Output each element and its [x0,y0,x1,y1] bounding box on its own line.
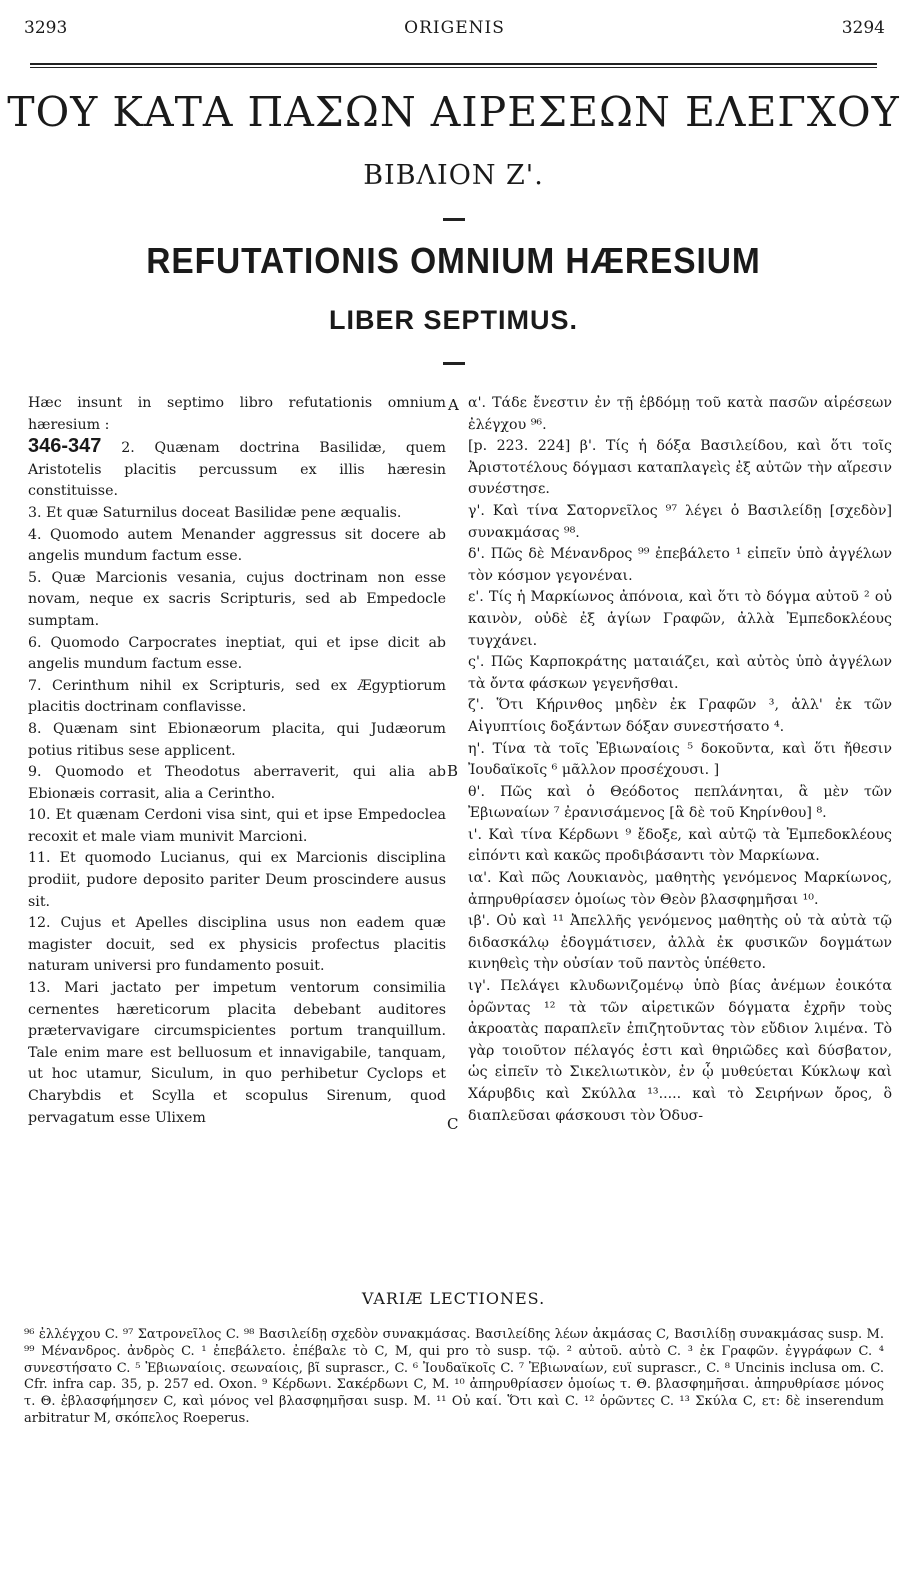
latin-paragraph: 4. Quomodo autem Menander aggressus sit docere ab angelis mundum factum esse. [28,526,446,565]
greek-paragraph: ε'. Τίς ἡ Μαρκίωνος ἀπόνοια, καὶ ὅτι τὸ δόγμα αὐτοῦ ² οὐ καινὸν, οὐδὲ ἐξ ἁγίων Γραφῶν, ἀλλὰ Ἐμπεδοκλέους τυγχάνει. [468,589,892,649]
latin-paragraph: 12. Cujus et Apelles disciplina usus non eadem quæ magister docuit, sed ex physicis profectus placitis naturam universi pro fundamento posuit. [28,915,446,975]
latin-paragraph: 11. Et quomodo Lucianus, qui ex Marcionis disciplina prodiit, pudore deposito pariter Deum proscindere ausus sit. [28,850,446,910]
greek-subtitle: ΒΙΒΛΙΟΝ Ζ'. [363,160,544,191]
latin-column [28,393,446,1129]
greek-paragraph: ια'. Καὶ πῶς Λουκιανὸς, μαθητὴς γενόμενος Μαρκίωνος, ἀπηρυθρίασεν ὁμοίως τὸν Θεὸν βλασφημῆσαι ¹⁰. [468,870,892,908]
page-number-right: 3294 [841,18,885,38]
latin-paragraph-text: 2. Quænam doctrina Basilidæ, quem Aristotelis placitis percussum ex illis hæresin constituisse. [28,440,446,500]
latin-paragraph: 5. Quæ Marcionis vesania, cujus doctrinam non esse novam, neque ex sacris Scripturis, sed ab Empedocle sumptam. [28,569,446,629]
latin-paragraph: 9. Quomodo et Theodotus aberraverit, qui alia ab Ebionæis corrasit, alia a Cerintho. [28,764,446,802]
latin-paragraph: 3. Et quæ Saturnilus doceat Basilidæ pene æqualis. [28,504,402,521]
greek-title: ΤΟΥ ΚΑΤΑ ΠΑΣΩΝ ΑΙΡΕΣΕΩΝ ΕΛΕΓΧΟΥ [7,88,900,136]
greek-paragraph: δ'. Πῶς δὲ Μένανδρος ⁹⁹ ἐπεβάλετο ¹ εἰπεῖν ὑπὸ ἀγγέλων τὸν κόσμον γεγονέναι. [468,546,892,584]
latin-paragraph: 7. Cerinthum nihil ex Scripturis, sed ex Ægyptiorum placitis doctrinam conflavisse. [28,677,446,716]
footnotes-text: ⁹⁶ ἐλλέγχου C. ⁹⁷ Σατρονεῖλος C. ⁹⁸ Βασιλείδῃ σχεδὸν συνακμάσας. Βασιλείδης λέων ἀκμάσας C, Βασιλίδῃ συνακμάσας susp. M. ⁹⁹ Μένανδρος. ἀνδρὸς C. ¹ ἐπεβάλετο. ἐπέβαλε τὸ C, M, qui pro τὸ susp. τῷ. ² αὐτοῦ. αὐτὸ C. ³ ἐκ Γραφῶν. ἐγγράφων C. ⁴ συνεστήσατο C. ⁵ Ἐβιωναίοις. σεωναίοις, βι̃ suprascr., C. ⁶ Ἰουδαϊκοῖς C. ⁷ Ἐβιωναίων, ευϊ suprascr., C. ⁸ Uncinis inclusa om. C. Cfr. infra cap. 35, p. 257 ed. Oxon. ⁹ Κέρδωνι. Σακέρδωνι C, M. ¹⁰ ἀπηρυθρίασεν ὁμοίως τ. Θ. βλασφημῆσαι. ἀπηρυθρίασε μόνος τ. Θ. ἐβλασφήμησεν C, καὶ μόνος vel βλασφημῆσαι susp. M. ¹¹ Οὐ καί. Ὅτι καὶ C. ¹² ὁρῶντες C. ¹³ Σκύλα C, ετ: δὲ inserendum arbitratur M, σκόπελος Roeperus. [24,1327,884,1426]
margin-marker-b: B [447,762,459,780]
latin-paragraph: 10. Et quænam Cerdoni visa sint, qui et ipse Empedoclea recoxit et male viam munivit Marcioni. [28,807,446,845]
margin-marker-a: A [448,396,459,414]
latin-paragraph: 8. Quænam sint Ebionæorum placita, qui Judæorum potius ritibus sese applicent. [28,720,446,759]
header-rule [30,63,877,65]
greek-paragraph: θ'. Πῶς καὶ ὁ Θεόδοτος πεπλάνηται, ἃ μὲν τῶν Ἐβιωναίων ⁷ ἐρανισάμενος [ἃ δὲ τοῦ Κηρίνθου] ⁸. [468,783,892,822]
page-number-left: 3293 [24,18,68,38]
running-title: ORIGENIS [404,18,505,38]
notes-heading: VARIÆ LECTIONES. [361,1289,546,1308]
greek-paragraph: ιβ'. Οὐ καὶ ¹¹ Ἀπελλῆς γενόμενος μαθητὴς οὐ τὰ αὐτὰ τῷ διδασκάλῳ ἐδογμάτισεν, ἀλλὰ ἐκ φυσικῶν δογμάτων κινηθεὶς τὴν οὐσίαν τοῦ παντὸς ὑπέθετο. [468,913,892,973]
latin-subtitle: LIBER SEPTIMUS. [328,305,579,335]
footnotes [24,1327,884,1428]
column-number: 346-347 [28,435,102,458]
header-rule-thin [30,67,877,68]
title-dash [443,218,465,221]
greek-paragraph: α'. Τάδε ἔνεστιν ἐν τῇ ἑβδόμῃ τοῦ κατὰ πασῶν αἱρέσεων ἐλέγχου ⁹⁶. [468,395,892,433]
greek-paragraph: ι'. Καὶ τίνα Κέρδωνι ⁹ ἔδοξε, καὶ αὐτῷ τὰ Ἐμπεδοκλέους εἰπόντι καὶ κακῶς προδιβάσαντι τὸν Μαρκίωνα. [468,826,892,865]
greek-paragraph: γ'. Καὶ τίνα Σατορνεῖλος ⁹⁷ λέγει ὁ Βασιλείδῃ [σχεδὸν] συνακμάσας ⁹⁸. [468,502,892,541]
latin-title: REFUTATIONIS OMNIUM HÆRESIUM [146,240,761,281]
latin-paragraph: 6. Quomodo Carpocrates ineptiat, qui et ipse dicit ab angelis mundum factum esse. [28,634,446,673]
section-dash [443,362,465,365]
running-head [24,18,885,44]
margin-marker-c: C [447,1115,459,1133]
greek-paragraph: [p. 223. 224] β'. Τίς ἡ δόξα Βασιλείδου, καὶ ὅτι τοῖς Ἀριστοτέλους δόγμασι καταπλαγεὶς ἐξ αὐτῶν τὴν αἵρεσιν συνέστησε. [468,438,892,498]
greek-column [468,393,892,1127]
latin-paragraph: Hæc insunt in septimo libro refutationis omnium hæresium : [28,395,446,433]
latin-paragraph: 13. Mari jactato per impetum ventorum consimilia cernentes hæreticorum placita debebant auditores prætervavigare circumspicientes portum tranquillum. Tale enim mare est belluosum et innavigabile, tanquam, ut hoc utamur, Siculum, in quo perhibetur Cyclops et Charybdis et Scylla et scopulus Sirenum, quod pervagatum esse Ulixem [28,980,446,1126]
greek-paragraph: ιγ'. Πελάγει κλυδωνιζομένῳ ὑπὸ βίας ἀνέμων ἐοικότα ὁρῶντας ¹² τὰ τῶν αἱρετικῶν δόγματα ἐχρῆν τοὺς ἀκροατὰς παραπλεῖν ἐπιζητοῦντας τὸν εὔδιον λιμένα. Τὸ γὰρ τοιοῦτον πέλαγός ἐστι καὶ θηριῶδες καὶ δύσβατον, ὡς εἰπεῖν τὸ Σικελιωτικὸν, ἐν ᾧ μυθεύεται Κύκλωψ καὶ Χάρυβδις καὶ Σκύλλα ¹³..... καὶ τὸ Σειρήνων ὄρος, ὃ διαπλεῦσαι φάσκουσι τὸν Ὀδυσ- [468,978,892,1124]
latin-paragraph [28,436,446,503]
greek-paragraph: ζ'. Ὅτι Κήρινθος μηδὲν ἐκ Γραφῶν ³, ἀλλ' ἐκ τῶν Αἰγυπτίοις δοξάντων δόξαν συνεστήσατο ⁴. [468,697,892,735]
greek-paragraph: η'. Τίνα τὰ τοῖς Ἐβιωναίοις ⁵ δοκοῦντα, καὶ ὅτι ἤθεσιν Ἰουδαϊκοῖς ⁶ μᾶλλον προσέχουσι. ] [468,740,892,779]
greek-paragraph: ς'. Πῶς Καρποκράτης ματαιάζει, καὶ αὐτὸς ὑπὸ ἀγγέλων τὰ ὄντα φάσκων γεγενῆσθαι. [468,654,892,692]
